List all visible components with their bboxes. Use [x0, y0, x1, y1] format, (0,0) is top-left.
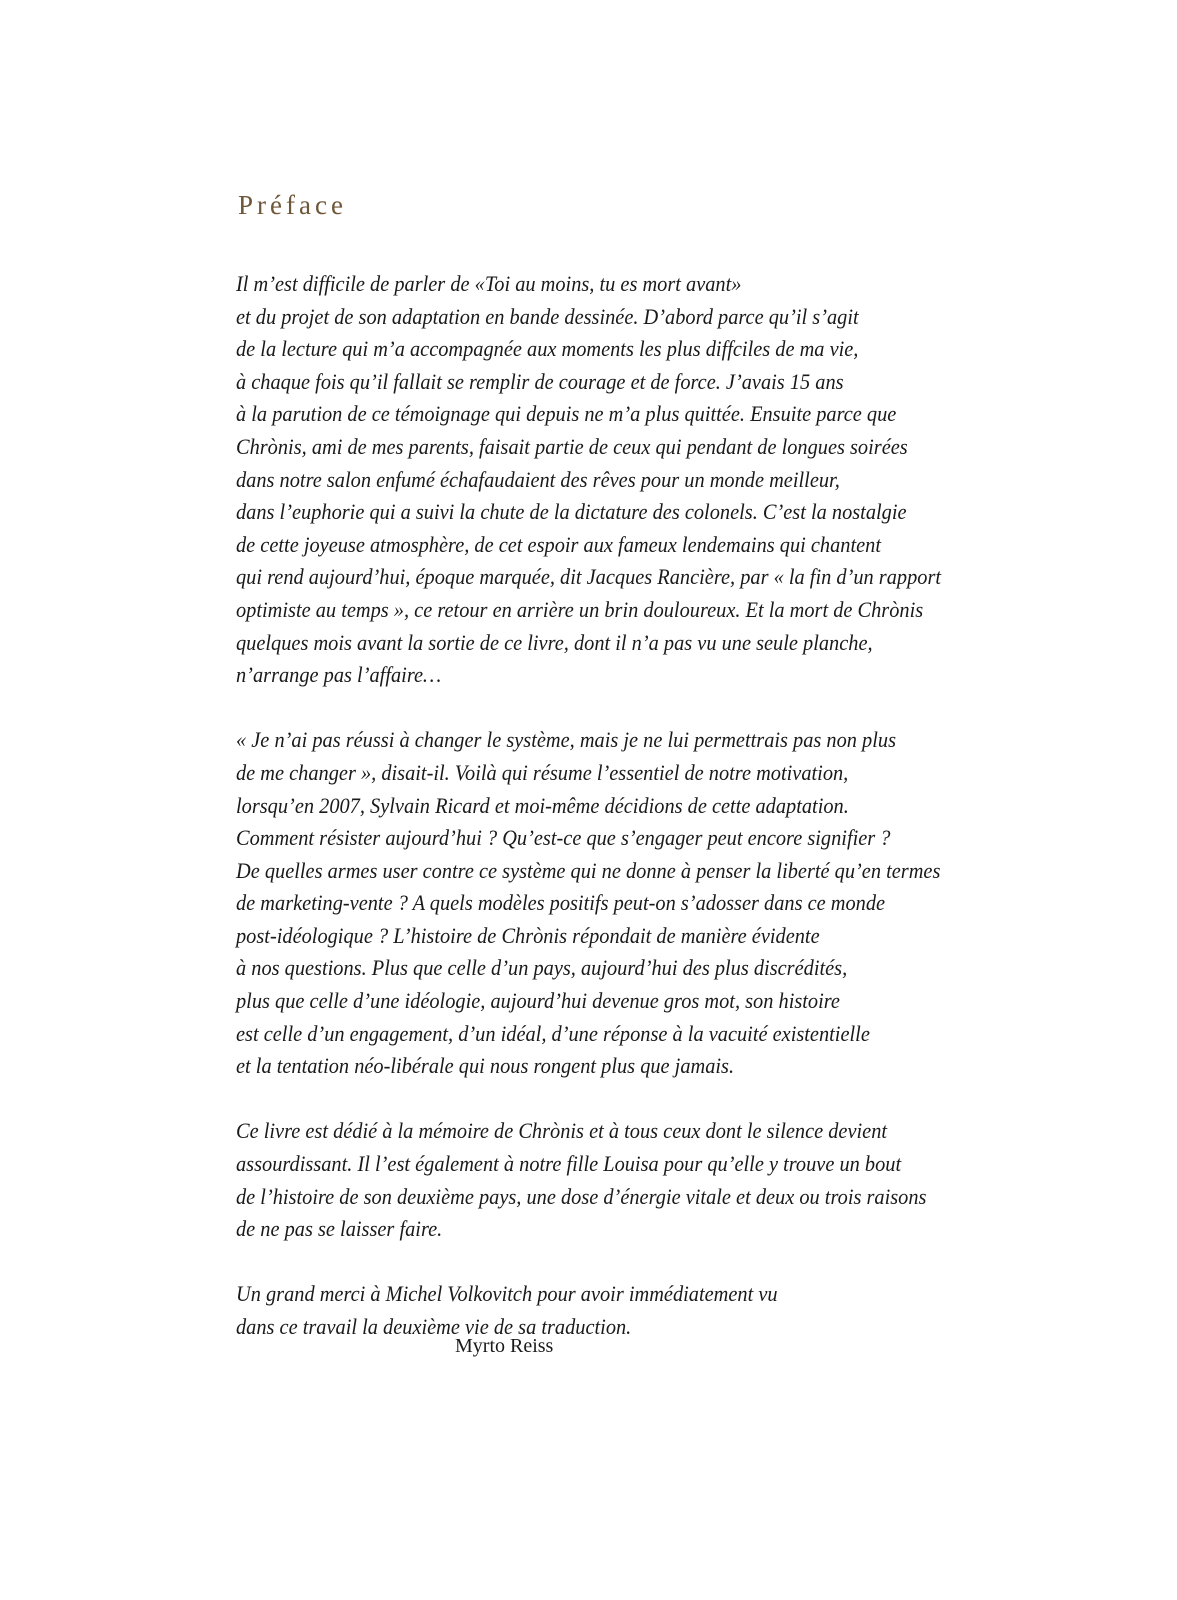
- text-line: à nos questions. Plus que celle d’un pays, aujourd’hui des plus discrédités,: [236, 955, 848, 981]
- preface-paragraph: [236, 724, 1032, 1083]
- page-title: Préface: [238, 190, 347, 220]
- text-line: et du projet de son adaptation en bande dessinée. D’abord parce qu’il s’agit: [236, 303, 859, 329]
- preface-paragraph: [236, 1115, 1032, 1245]
- text-line: de la lecture qui m’a accompagnée aux moments les plus diffciles de ma vie,: [236, 336, 859, 362]
- text-line: De quelles armes user contre ce système qui ne donne à penser la liberté qu’en termes: [236, 857, 941, 883]
- text-line: et la tentation néo-libérale qui nous rongent plus que jamais.: [236, 1053, 735, 1079]
- text-line: est celle d’un engagement, d’un idéal, d’une réponse à la vacuité existentielle: [236, 1020, 870, 1046]
- text-line: Il m’est difficile de parler de «Toi au moins, tu es mort avant»: [236, 271, 742, 296]
- preface-paragraph: [236, 1278, 1032, 1343]
- text-line: Un grand merci à Michel Volkovitch pour avoir immédiatement vu: [236, 1281, 778, 1307]
- text-line: qui rend aujourd’hui, époque marquée, dit Jacques Rancière, par « la fin d’un rapport: [236, 564, 942, 590]
- text-line: assourdissant. Il l’est également à notre fille Louisa pour qu’elle y trouve un bout: [236, 1151, 902, 1177]
- text-line: Comment résister aujourd’hui ? Qu’est-ce que s’engager peut encore signifier ?: [236, 825, 891, 851]
- text-line: à la parution de ce témoignage qui depuis ne m’a plus quittée. Ensuite parce que: [236, 401, 897, 427]
- text-line: de me changer », disait-il. Voilà qui résume l’essentiel de notre motivation,: [236, 759, 849, 785]
- preface-body: [236, 268, 1032, 1376]
- text-line: lorsqu’en 2007, Sylvain Ricard et moi-même décidions de cette adaptation.: [236, 792, 849, 818]
- text-line: dans notre salon enfumé échafaudaient des rêves pour un monde meilleur,: [236, 466, 840, 492]
- text-line: de ne pas se laisser faire.: [236, 1216, 443, 1242]
- text-line: Ce livre est dédié à la mémoire de Chrònis et à tous ceux dont le silence devient: [236, 1118, 888, 1144]
- text-line: quelques mois avant la sortie de ce livre, dont il n’a pas vu une seule planche,: [236, 629, 873, 655]
- text-line: de marketing-vente ? A quels modèles positifs peut-on s’adosser dans ce monde: [236, 890, 886, 916]
- text-line: à chaque fois qu’il fallait se remplir de courage et de force. J’avais 15 ans: [236, 368, 844, 394]
- text-line: Chrònis, ami de mes parents, faisait partie de ceux qui pendant de longues soirées: [236, 433, 908, 459]
- text-line: dans l’euphorie qui a suivi la chute de la dictature des colonels. C’est la nostalgie: [236, 499, 907, 525]
- author-signature: Myrto Reiss: [455, 1335, 554, 1357]
- text-line: optimiste au temps », ce retour en arrière un brin douloureux. Et la mort de Chrònis: [236, 596, 924, 622]
- text-line: de cette joyeuse atmosphère, de cet espoir aux fameux lendemains qui chantent: [236, 531, 881, 557]
- text-line: de l’histoire de son deuxième pays, une dose d’énergie vitale et deux ou trois raisons: [236, 1183, 927, 1209]
- preface-paragraph: [236, 268, 1032, 692]
- text-line: dans ce travail la deuxième vie de sa traduction.: [236, 1314, 632, 1339]
- text-line: « Je n’ai pas réussi à changer le système, mais je ne lui permettrais pas non plus: [236, 727, 897, 753]
- text-line: post-idéologique ? L’histoire de Chrònis répondait de manière évidente: [236, 922, 820, 948]
- text-line: plus que celle d’une idéologie, aujourd’hui devenue gros mot, son histoire: [236, 988, 840, 1014]
- text-line: n’arrange pas l’affaire…: [236, 662, 442, 688]
